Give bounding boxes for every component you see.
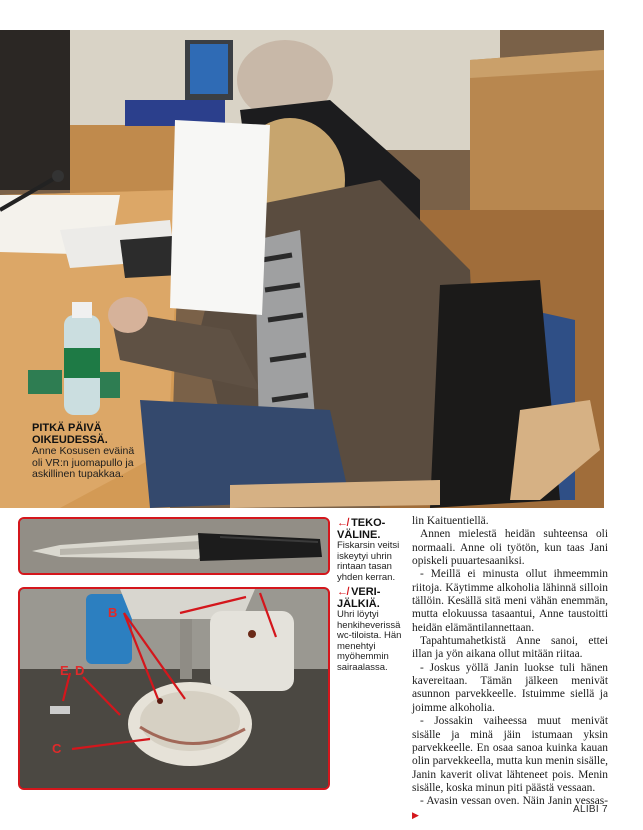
article-last-line: - Avasin vessan oven. Näin Janin vessas- — [420, 795, 608, 808]
knife-caption-title: TEKO-VÄLINE. — [337, 517, 386, 541]
main-caption-title: PITKÄ PÄIVÄ OIKEUDESSÄ. — [32, 422, 108, 446]
article-paragraph: Tapahtumahetkistä Anne sanoi, ettei illan ja yön aikana ollut mitään riitaa. — [412, 635, 608, 661]
page-folio: ALIBI 7 — [573, 804, 608, 815]
knife-illustration — [20, 519, 328, 573]
arrow-left-icon: ↚ — [337, 586, 348, 598]
knife-caption — [337, 518, 407, 583]
triangle-right-icon: ▶ — [412, 809, 419, 820]
article-column — [412, 515, 608, 822]
article-paragraph: - Jossakin vaiheessa muut menivät sisälle ja minä jäin istumaan yksin parvekkeelle. En osaa sanoa kuinka kauan olin parvekkeella, mutta kun menin sisälle, Janin kaverit olivat lähteneet pois. Menin sisälle, koska minun piti päästä vessaan. — [412, 715, 608, 794]
article-paragraph: Annen mielestä heidän suhteensa oli normaali. Anne oli työtön, kun taas Jani opiskeli puuartesaaniksi. — [412, 528, 608, 568]
marker-b: B — [108, 605, 118, 620]
arrow-left-icon: ↚ — [337, 517, 348, 529]
marker-d: D — [75, 663, 85, 678]
toilet-photo — [18, 587, 330, 790]
toilet-illustration — [20, 589, 328, 788]
main-caption-body: Anne Kosusen eväinä oli VR:n juomapullo ja askillinen tupakkaa. — [32, 445, 135, 480]
knife-photo — [18, 517, 330, 575]
blood-caption-body: Uhri löytyi henkiheverissä wc-tiloista. Hän menehtyi myöhemmin sairaalassa. — [337, 609, 402, 673]
knife-caption-body: Fiskarsin veitsi iskeytyi uhrin rintaan tasan yhden kerran. — [337, 540, 400, 583]
main-photo-caption — [32, 423, 142, 481]
blood-caption — [337, 587, 407, 673]
article-paragraph: lin Kaituentiellä. — [412, 515, 489, 527]
marker-e: E — [60, 663, 69, 678]
marker-c: C — [52, 741, 62, 756]
article-paragraph: - Meillä ei minusta ollut ihmeemmin riitoja. Käytimme alkoholia lähinnä silloin tällöin. Kesällä sitä meni vähän enemmän, mutta elokuussa tasaantui, Anne taustoitti heidän elämäntilannettaan. — [412, 568, 608, 634]
blood-caption-title: VERI-JÄLKIÄ. — [337, 586, 381, 610]
article-paragraph: - Joskus yöllä Janin luokse tuli hänen kavereitaan. Tämän jälkeen menivät asunnon parvekkeelle. Istuimme siellä ja joimme alkoholia. — [412, 661, 608, 714]
